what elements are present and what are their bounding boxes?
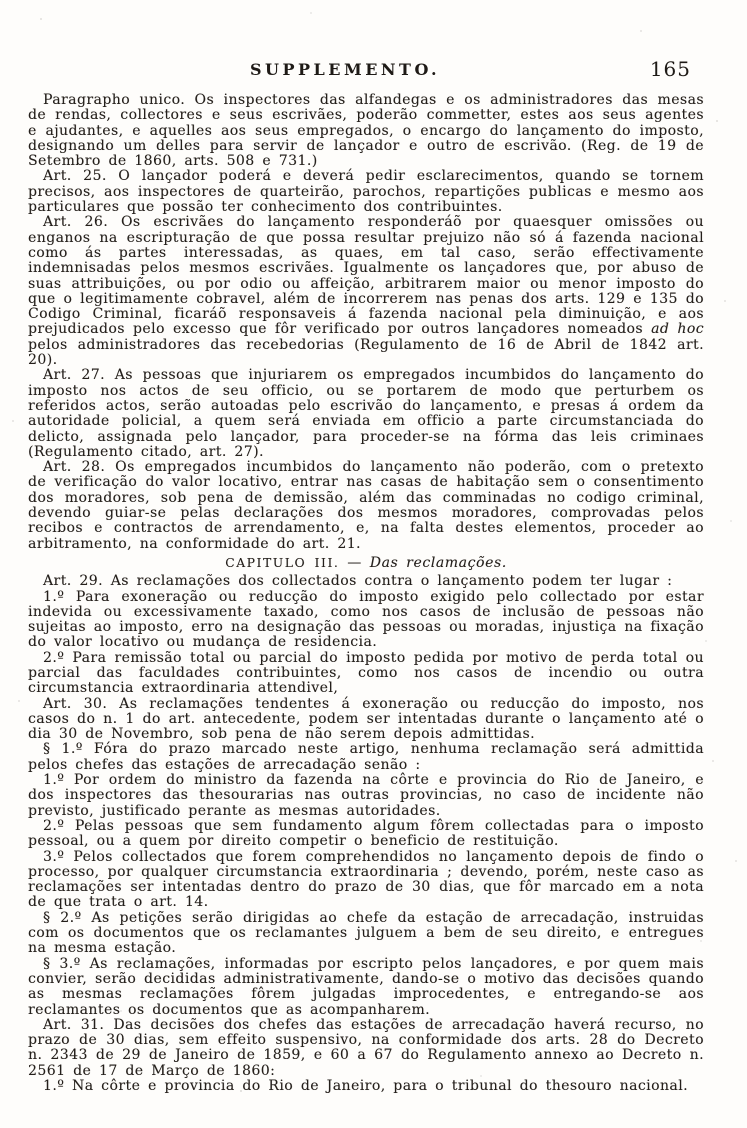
paragraph-art-26 [28, 215, 704, 368]
chapter-heading [28, 556, 704, 571]
paragraph-art-31: Art. 31. Das decisões dos chefes das estações de arrecadação haverá recurso, no prazo de 30 dias, sem effeito suspensivo, na conformidade dos arts. 28 do Decreto n. 2343 de 29 de Janeiro de 1859, e 60 a 67 do Regulamento annexo ao Decreto n. 2561 de 17 de Março de 1860: [28, 1016, 704, 1079]
page-number: 165 [649, 57, 691, 81]
paragraph-art-25: Art. 25. O lançador poderá e deverá pedir esclarecimentos, quando se tornem precisos, aos inspectores de quarteirão, parochos, repartições publicas e mesmo aos particulares que possão ter conhecimento dos contribuintes. [28, 168, 704, 216]
paragraph-paragrapho-unico: Paragrapho unico. Os inspectores das alfandegas e os administradores das mesas de rendas, collectores e seus escrivães, poderão commetter, estes aos seus agentes e ajudantes, e aquelles aos seus empregados, o encargo do lançamento do imposto, designando um delles para servir de lançador e outro de escrivão. (Reg. de 19 de Setembro de 1860, arts. 508 e 731.) [28, 92, 704, 170]
paragraph-art-27: Art. 27. As pessoas que injuriarem os empregados incumbidos do lançamento do imposto nos actos de seu officio, ou se portarem de modo que perturbem os referidos actos, serão autoadas pelo escrivão do lançamento, e presas á ordem da autoridade policial, a quem será enviada em officio a parte circumstanciada do delicto, assignada pelo lançador, para proceder-se na fórma das leis criminaes (Regulamento citado, art. 27). [28, 367, 704, 460]
paragraph-art-29-item-2: 2.º Para remissão total ou parcial do imposto pedida por motivo de perda total ou parcial das faculdades contribuintes, como nos casos de incendio ou outra circumstancia extraordinaria attendivel, [28, 649, 704, 697]
paragraph-art-29: Art. 29. As reclamações dos collectados contra o lançamento podem ter lugar : [43, 573, 673, 590]
chapter-title: Das reclamações. [369, 554, 507, 571]
page-body [28, 93, 704, 1094]
paragraph-art-30-par-3: § 3.º As reclamações, informadas por escripto pelos lançadores, e por quem mais convier, serão decididas administrativamente, dando-se o motivo das decisões quando as mesmas reclamações fôrem julgadas improcedentes, e entregando-se aos reclamantes os documentos que as acompanharem. [28, 955, 704, 1018]
paragraph-art-30-par-1-item-1: 1.º Por ordem do ministro da fazenda na côrte e provincia do Rio de Janeiro, e dos inspectores das thesourarias nas outras provincias, no caso de incidente não previsto, justificado perante as mesmas autoridades. [28, 772, 704, 819]
scan-speckles [0, 0, 2, 2]
paragraph-art-30-par-1-item-2: 2.º Pelas pessoas que sem fundamento algum fôrem collectadas para o imposto pessoal, ou a quem por direito competir o beneficio de restituição. [28, 817, 704, 850]
chapter-separator: — [347, 554, 362, 571]
paragraph-art-28: Art. 28. Os empregados incumbidos do lançamento não poderão, com o pretexto de verificação do valor locativo, entrar nas casas de habitação sem o consentimento dos moradores, sob pena de demissão, além das comminadas no codigo criminal, devendo guiar-se pelas declarações dos mesmos moradores, comprovadas pelos recibos e contractos de arrendamento, e, na falta destes elementos, proceder ao arbitramento, na conformidade do art. 21. [28, 459, 704, 552]
paragraph-art-30: Art. 30. As reclamações tendentes á exoneração ou reducção do imposto, nos casos do n. 1 do art. antecedente, podem ser intentadas durante o lançamento até o dia 30 de Novembro, sob pena de não serem depois admittidas. [28, 695, 704, 743]
running-title: SUPPLEMENTO. [249, 60, 441, 79]
paragraph-art-30-par-1-item-3: 3.º Pelos collectados que forem comprehendidos no lançamento depois de findo o processo, por qualquer circumstancia extraordinaria ; devendo, porém, neste caso as reclamações ser intentadas dentro do prazo de 30 dias, que fôr marcado em a nota de que trata o art. 14. [28, 848, 704, 911]
art-26-text-before: Art. 26. Os escrivães do lançamento responderáõ por quaesquer omissões ou enganos na escripturação de que possa resultar prejuizo não só á fazenda nacional como ás partes interessadas, as quaes, em tal caso, serão effectivamente indemnisadas pelos mesmos escrivães. Igualmente os lançadores que, por abuso de suas attribuições, ou por odio ou affeição, arbitrarem maior ou menor imposto do que o legitimamente cobravel, além de incorrerem nas penas dos arts. 129 e 135 do Codigo Criminal, ficaráõ responsaveis á fazenda nacional pela diminuição, e aos prejudicados pelo excesso que fôr verificado por outros lançadores nomeados [28, 214, 704, 338]
paragraph-art-30-par-2: § 2.º As petições serão dirigidas ao chefe da estação de arrecadação, instruidas com os documentos que os reclamantes julguem a bem de seu direito, e entregues na mesma estação. [28, 909, 704, 957]
chapter-label: CAPITULO III. [225, 555, 340, 570]
page-header [0, 57, 747, 86]
art-26-latin-phrase: ad hoc [651, 321, 705, 338]
paragraph-art-31-item-1: 1.º Na côrte e provincia do Rio de Janeiro, para o tribunal do thesouro nacional. [43, 1078, 689, 1094]
paragraph-art-29-item-1: 1.º Para exoneração ou reducção do imposto exigido pelo collectado por estar indevida ou excessivamente taxado, como nos casos de inclusão de pessoas não sujeitas ao imposto, erro na designação das pessoas ou moradas, injustiça na fixação do valor locativo ou mudança de residencia. [28, 588, 704, 651]
art-26-text-after: pelos administradores das recebedorias (Regulamento de 16 de Abril de 1842 art. 20). [28, 336, 704, 369]
paragraph-art-30-par-1: § 1.º Fóra do prazo marcado neste artigo, nenhuma reclamação será admittida pelos chefes das estações de arrecadação senão : [28, 741, 704, 773]
